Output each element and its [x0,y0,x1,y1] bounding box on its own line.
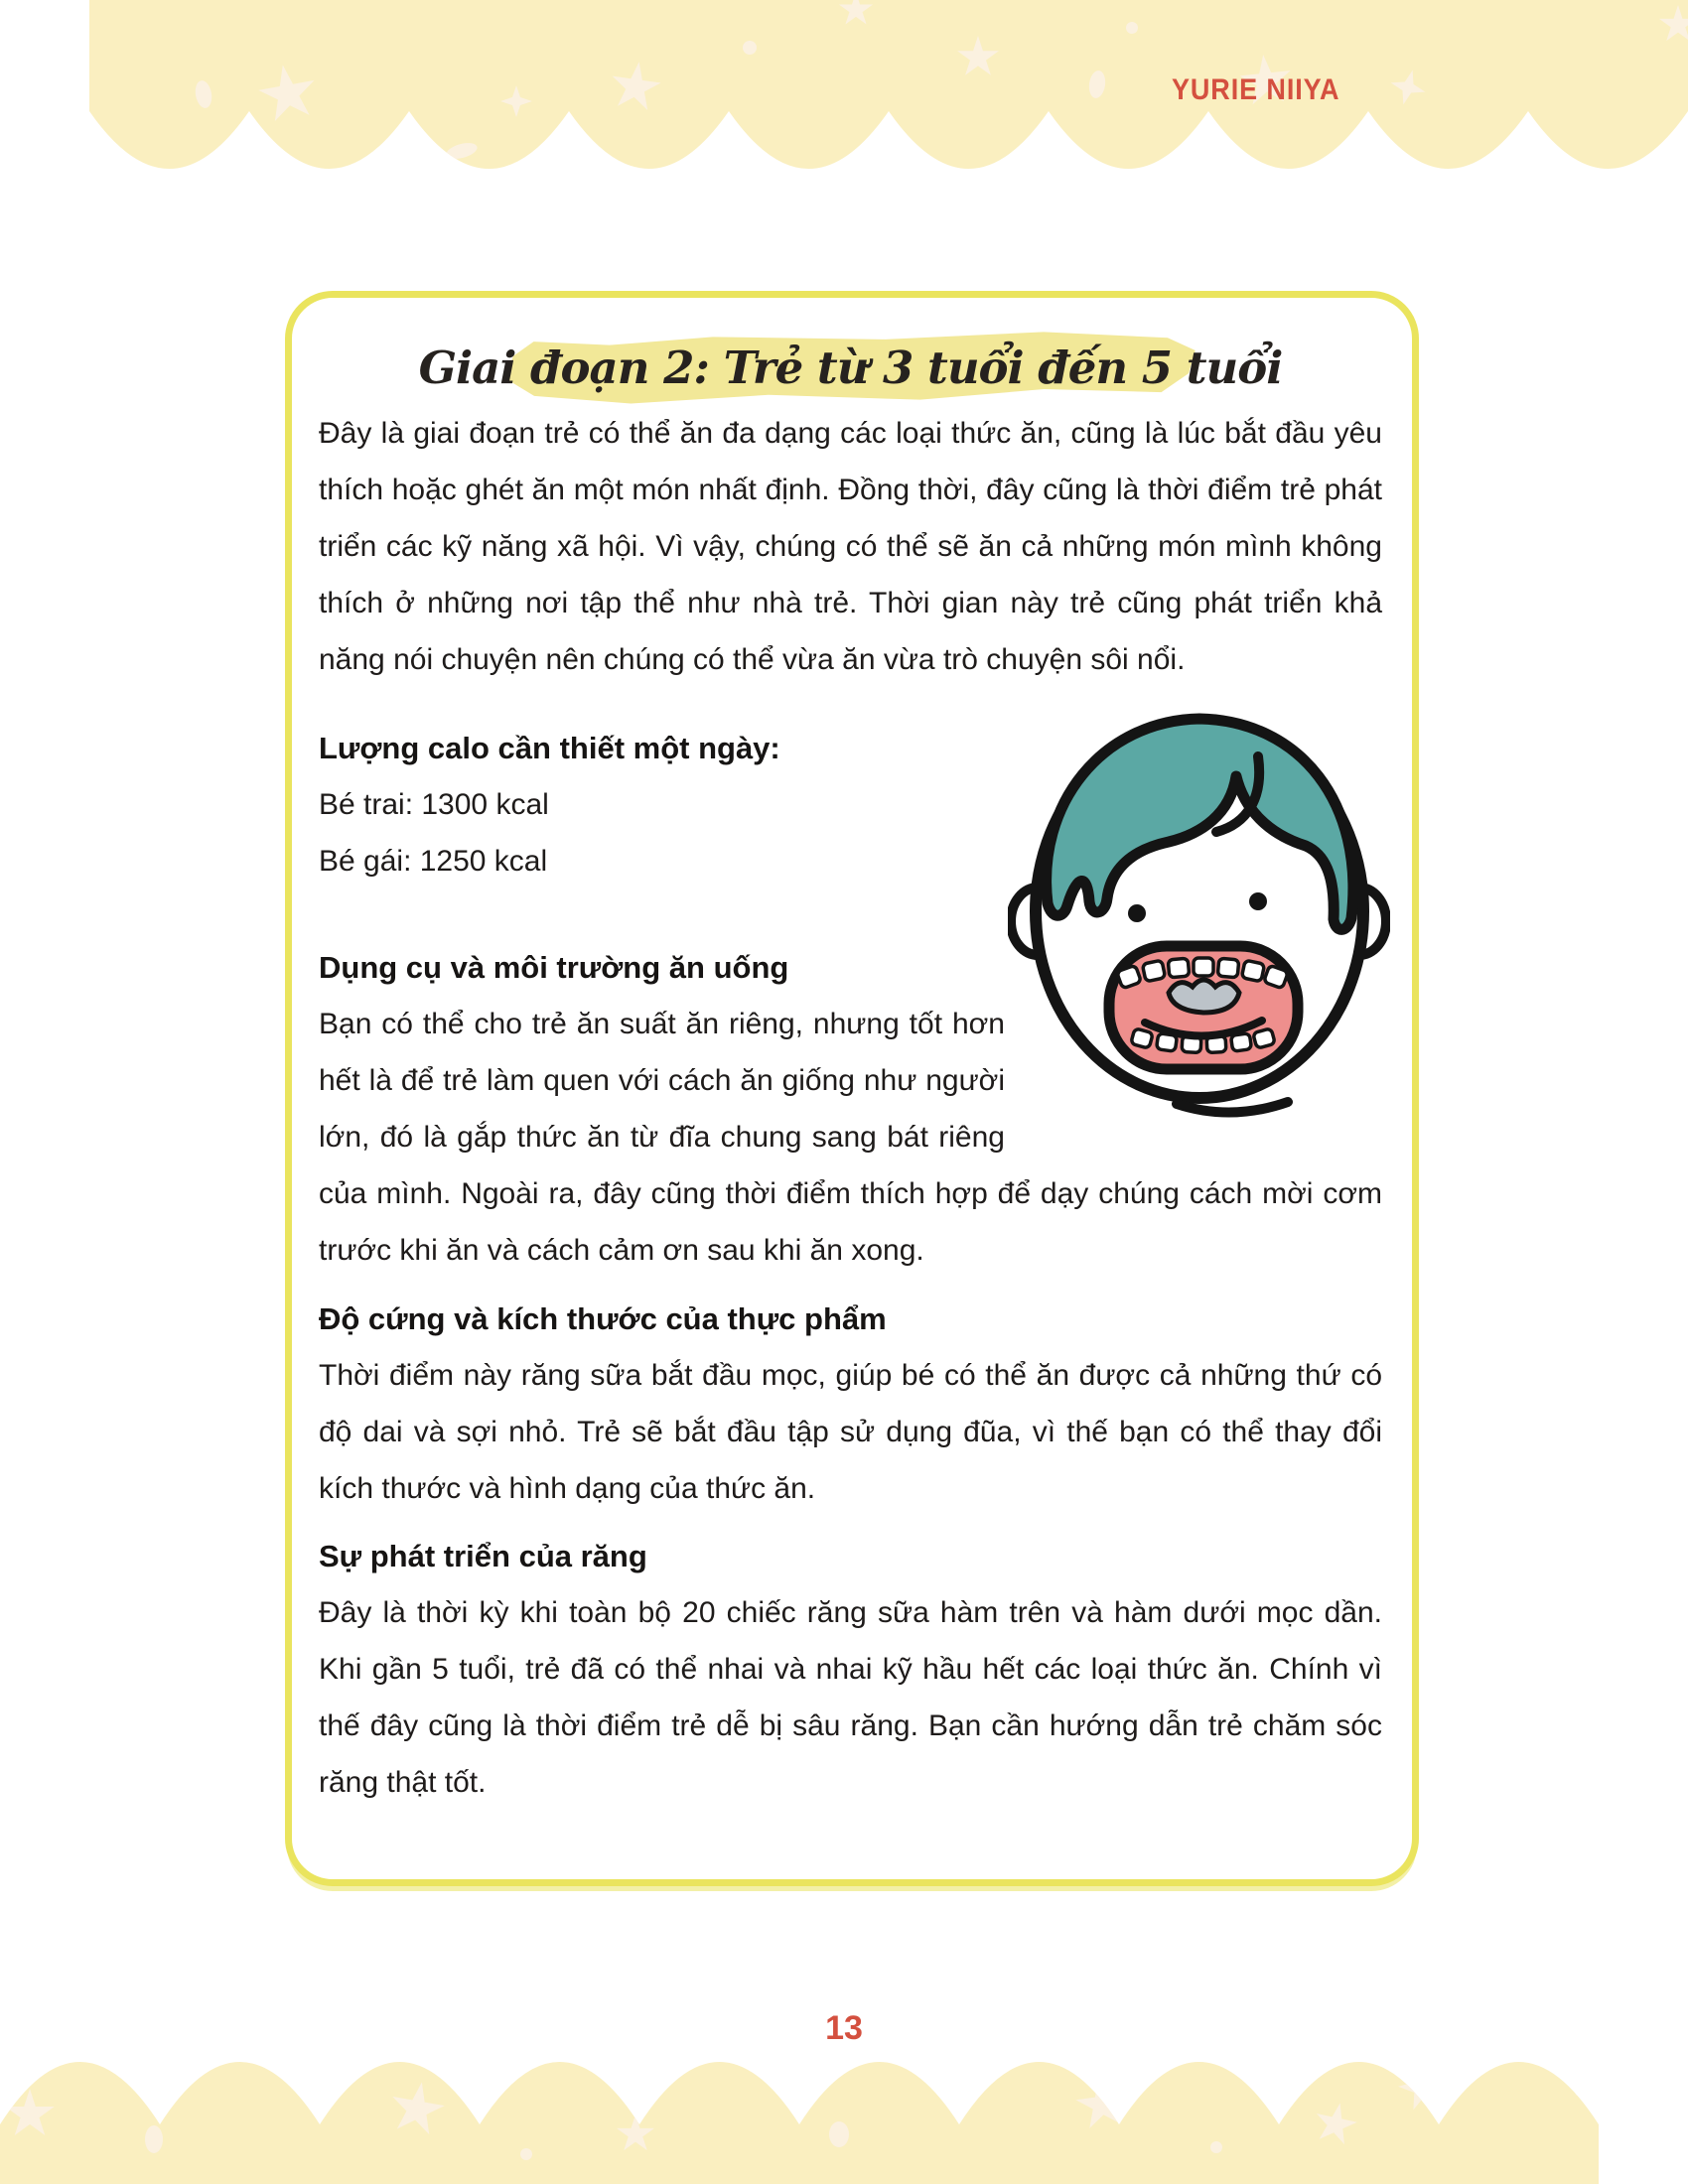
section-heading-food-texture: Độ cứng và kích thước của thực phẩm [319,1301,887,1336]
sparkle-icon [82,135,106,159]
dot-decoration [520,2148,532,2160]
author-name: YURIE NIIYA [1172,73,1340,106]
dot-decoration [1126,22,1138,34]
section-body-teeth: Đây là thời kỳ khi toàn bộ 20 chiếc răng sữa hàm trên và hàm dưới mọc dần. Khi gần 5 tuổi, trẻ đã có thể nhai và nhai kỹ hầu hết các loại thức ăn. Chính vì thế đây cũng là thời điểm trẻ dễ bị sâu răng. Bạn cần hướng dẫn trẻ chăm sóc răng thật tốt. [319,1596,1382,1799]
banner-shape [89,0,1688,169]
section-heading-tools: Dụng cụ và môi trường ăn uống [319,950,789,985]
section-title-block [319,332,1382,405]
child-open-mouth-illustration [1008,695,1390,1137]
top-scallop-banner [0,0,1688,179]
left-eye [1128,904,1146,922]
banner-shape [0,2062,1599,2184]
calories-girl: Bé gái: 1250 kcal [319,845,548,878]
tongue [1169,980,1239,1013]
calories-boy: Bé trai: 1300 kcal [319,788,549,821]
right-eye [1249,892,1267,910]
dot-decoration [829,2121,849,2147]
dot-decoration [1210,2141,1222,2153]
section-body-food-texture: Thời điểm này răng sữa bắt đầu mọc, giúp bé có thể ăn được cả những thứ có độ dai và sợi nhỏ. Trẻ sẽ bắt đầu tập sử dụng đũa, vì thế bạn có thể thay đổi kích thước và hình dạng của thức ăn. [319,1359,1382,1505]
neck-line [1177,1102,1288,1113]
page-title: Giai đoạn 2: Trẻ từ 3 tuổi đến 5 tuổi [418,341,1283,394]
page-number: 13 [825,2009,863,2047]
dot-decoration [145,2125,163,2153]
section-heading-teeth: Sự phát triển của răng [319,1539,647,1573]
intro-paragraph: Đây là giai đoạn trẻ có thể ăn đa dạng các loại thức ăn, cũng là lúc bắt đầu yêu thích hoặc ghét ăn một món nhất định. Đồng thời, đây cũng là thời điểm trẻ phát triển các kỹ năng xã hội. Vì vậy, chúng có thể sẽ ăn cả những món mình không thích ở những nơi tập thể như nhà trẻ. Thời gian này trẻ cũng phát triển khả năng nói chuyện nên chúng có thể vừa ăn vừa trò chuyện sôi nổi. [319,417,1382,676]
bottom-scallop-banner [0,2040,1688,2184]
dot-decoration [743,41,757,55]
calories-heading: Lượng calo cần thiết một ngày: [319,731,780,765]
content-card [285,291,1419,1886]
section-body-tools: Bạn có thể cho trẻ ăn suất ăn riêng, nhưng tốt hơn hết là để trẻ làm quen với cách ăn giống như người lớn, đó là gắp thức ăn từ đĩa chung sang bát riêng của mình. Ngoài ra, đây cũng thời điểm thích hợp để dạy chúng cách mời cơm trước khi ăn và cách cảm ơn sau khi ăn xong. [319,1008,1382,1267]
